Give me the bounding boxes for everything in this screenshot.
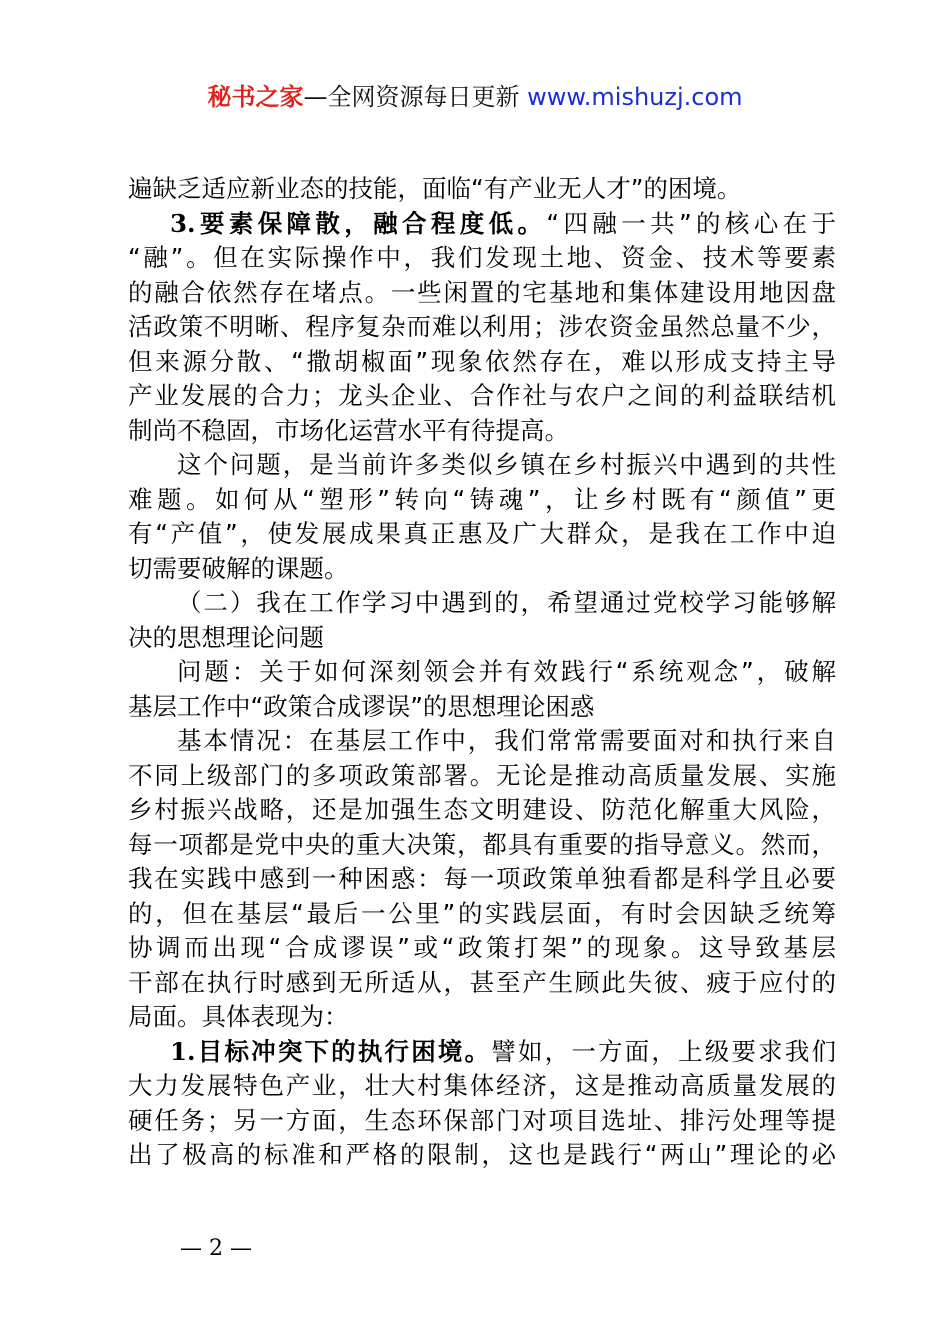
paragraph-line: 这个问题，是当前许多类似乡镇在乡村振兴中遇到的共性 — [177, 450, 836, 479]
paragraph-line: 但来源分散、“撒胡椒面”现象依然存在，难以形成支持主导 — [128, 346, 836, 376]
paragraph-line: 有“产值”，使发展成果真正惠及广大群众，是我在工作中迫 — [128, 519, 836, 548]
subheading-line — [128, 207, 836, 242]
site-url-link[interactable]: www.mishuzj.com — [527, 83, 743, 111]
paragraph-line: 不同上级部门的多项政策部署。无论是推动高质量发展、实施 — [128, 760, 836, 790]
paragraph-line: 我在实践中感到一种困惑：每一项政策单独看都是科学且必要 — [128, 864, 836, 893]
paragraph-line: 每一项都是党中央的重大决策，都具有重要的指导意义。然而， — [128, 829, 836, 859]
paragraph-line: 难题。如何从“塑形”转向“铸魂”，让乡村既有“颜值”更 — [128, 484, 836, 514]
paragraph-line: 局面。具体表现为： — [128, 1002, 349, 1031]
site-tagline: —全网资源每日更新 — [303, 83, 528, 111]
paragraph-line: 干部在执行时感到无所适从，甚至产生顾此失彼、疲于应付的 — [128, 967, 836, 997]
paragraph-line: 的融合依然存在堵点。一些闲置的宅基地和集体建设用地因盘 — [128, 277, 836, 307]
paragraph-line: 出了极高的标准和严格的限制，这也是践行“两山”理论的必 — [128, 1140, 836, 1169]
paragraph-line: 遍缺乏适应新业态的技能，面临“有产业无人才”的困境。 — [128, 174, 742, 203]
section-heading-line: （二）我在工作学习中遇到的，希望通过党校学习能够解 — [177, 588, 836, 617]
site-header — [0, 80, 950, 114]
paragraph-line: 活政策不明晰、程序复杂而难以利用；涉农资金虽然总量不少， — [128, 312, 836, 341]
subheading-3: 3.要素保障散，融合程度低。 — [170, 208, 547, 238]
question-line: 问题：关于如何深刻领会并有效践行“系统观念”，破解 — [177, 657, 836, 686]
page-number: — 2 — — [180, 1236, 252, 1261]
paragraph-line: 协调而出现“合成谬误”或“政策打架”的现象。这导致基层 — [128, 933, 836, 962]
subheading-line — [128, 1035, 836, 1070]
paragraph-line: 切需要破解的课题。 — [128, 553, 349, 583]
question-line: 基层工作中“政策合成谬误”的思想理论困惑 — [128, 691, 595, 721]
paragraph-line: 乡村振兴战略，还是加强生态文明建设、防范化解重大风险， — [128, 795, 836, 824]
paragraph-line: “融”。但在实际操作中，我们发现土地、资金、技术等要素 — [128, 243, 836, 272]
subheading-1-text: 譬如，一方面，上级要求我们 — [491, 1036, 837, 1066]
paragraph-line: 硬任务；另一方面，生态环保部门对项目选址、排污处理等提 — [128, 1105, 836, 1135]
paragraph-line: 的，但在基层“最后一公里”的实践层面，有时会因缺乏统筹 — [128, 898, 836, 928]
paragraph-line: 产业发展的合力；龙头企业、合作社与农户之间的利益联结机 — [128, 381, 836, 410]
document-body — [128, 172, 836, 1173]
subheading-1: 1.目标冲突下的执行困境。 — [170, 1036, 492, 1066]
site-brand: 秘书之家 — [207, 83, 304, 111]
section-heading-line: 决的思想理论问题 — [128, 622, 324, 652]
subheading-3-text: “四融一共”的核心在于 — [546, 208, 836, 238]
paragraph-line: 大力发展特色产业，壮大村集体经济，这是推动高质量发展的 — [128, 1071, 836, 1100]
paragraph-line: 制尚不稳固，市场化运营水平有待提高。 — [128, 415, 569, 445]
paragraph-line: 基本情况：在基层工作中，我们常常需要面对和执行来自 — [177, 726, 836, 755]
